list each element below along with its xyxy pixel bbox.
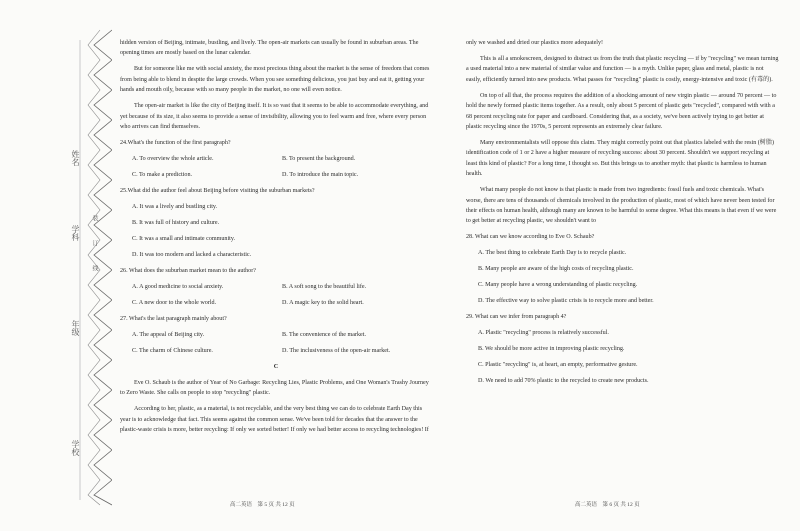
option: C. The charm of Chinese culture. [132, 348, 213, 355]
paragraph: What many people do not know is that plastic is made from two ingredients: fossil fuels and toxic chemicals. What's worse, there are tens of thousands of chemicals involved in the production of plastic, most of which have never been tested for their effects on human health, although many are known to be harmful to some degree. What this means is that even if we were to get better at recycling plastic, we shouldn't want to [466, 187, 777, 225]
binding-margin [0, 0, 112, 526]
question-28: 28. What can we know according to Eve O. Schaub? [466, 234, 595, 241]
school-label: 学校 [71, 440, 80, 456]
option: D. We need to add 70% plastic to the recycled to create new products. [478, 378, 649, 385]
option: D. The inclusiveness of the open-air market. [282, 348, 391, 355]
options-row [120, 346, 432, 356]
subject-label: 学科 [71, 225, 80, 241]
paragraph: On top of all that, the process requires the addition of a shocking amount of new virgin plastic — around 70 percent — to hold the newly formed plastic items together. As a result, only about 5 percent of plastic gets "recycled", compared with with a 68 percent recycling rate for paper and cardboard. Considering that, as a society, we've been actively trying to get better at plastic recycling since the 1970s, 5 percent represents an extremely clear failure. [466, 92, 777, 131]
right-column [466, 38, 780, 392]
option: B. It was full of history and culture. [132, 220, 220, 227]
left-column [120, 38, 432, 441]
option: A. The best thing to celebrate Earth Day is to recycle plastic. [478, 250, 627, 257]
grade-label: 年级 [71, 320, 80, 336]
option: B. Many people are aware of the high costs of recycling plastic. [478, 266, 634, 273]
option: A. It was a lively and bustling city. [132, 204, 218, 211]
seal-char-3: 线 [91, 265, 97, 271]
option: D. The effective way to solve plastic crisis is to recycle more and better. [478, 298, 654, 305]
option: C. To make a prediction. [132, 172, 193, 179]
question-26: 26. What does the suburban market mean to the author? [120, 268, 256, 275]
option: B. To present the background. [282, 156, 356, 163]
options-row [120, 282, 432, 292]
options-row [120, 330, 432, 340]
section-heading: C [273, 364, 279, 371]
option: A. The appeal of Beijing city. [132, 332, 205, 339]
question-27: 27. What's the last paragraph mainly about? [120, 316, 227, 323]
option: C. Many people have a wrong understanding of plastic recycling. [478, 282, 638, 289]
option: C. Plastic "recycling" is, at heart, an empty, performative gesture. [478, 362, 638, 369]
seal-char-2: 订 [91, 240, 97, 246]
seal-zigzag [0, 0, 112, 526]
option: B. We should be more active in improving plastic recycling. [478, 346, 625, 353]
paragraph: The open-air market is like the city of Beijing itself. It is so vast that it seems to be able to accommodate everything, and yet because of its size, it also seems to provide a sense of invisibility, allowing you to feel warm and free, where every person who arrives can find themselves. [120, 103, 429, 131]
options-row [120, 170, 432, 180]
paragraph: hidden version of Beijing, intimate, bustling, and lively. The open-air markets can usually be found in suburban areas. The opening times are mostly based on the lunar calendar. [120, 40, 419, 57]
option: B. The convenience of the market. [282, 332, 366, 339]
page-footer-right: 高二英语 第 6 页 共 12 页 [575, 502, 640, 508]
paragraph: But for someone like me with social anxiety, the most precious thing about the market is the sense of freedom that comes from being able to blend in despite the large crowds. When you see something delicious, you just buy and eat it, getting your hands and mouth oily, because with so many people in the market, no one will even notice. [120, 66, 430, 94]
name-label: 姓名 [71, 150, 80, 166]
option: D. A magic key to the solid heart. [282, 300, 364, 307]
paragraph: Eve O. Schaub is the author of Year of No Garbage: Recycling Lies, Plastic Problems, and One Woman's Trashy Journey to Zero Waste. She calls on people to stop "recycling" plastic. [120, 380, 429, 397]
paragraph: According to her, plastic, as a material, is not recyclable, and the very best thing we can do to celebrate Earth Day this year is to acknowledge that fact. This seems against the common sense. We've been told for decades that the answer to the plastic-waste crisis is more, better recycling: If only we sorted better! If only we had better access to recycling technologies! If [120, 406, 429, 434]
question-24: 24.What's the function of the first paragraph? [120, 140, 231, 147]
option: A. To overview the whole article. [132, 156, 214, 163]
paragraph: only we washed and dried our plastics more adequately! [466, 40, 604, 46]
options-row [120, 298, 432, 308]
question-25: 25.What did the author feel about Beijing before visiting the suburban markets? [120, 188, 315, 195]
seal-char-1: 装 [91, 215, 97, 221]
options-row [120, 154, 432, 164]
paragraph: This is all a smokescreen, designed to distract us from the truth that plastic recycling — if by "recycling" we mean turning a used material into a new material of similar value and function — is a myth. Unlike paper, glass and metal, plastic is not easily, efficiently turned into new products. What passes for "recycling" plastic is costly, energy-intensive and toxic (有毒的). [466, 56, 779, 83]
page-footer-left: 高二英语 第 5 页 共 12 页 [230, 502, 295, 508]
option: B. A soft song to the beautiful life. [282, 284, 367, 291]
option: A. Plastic "recycling" process is relatively successful. [478, 330, 609, 337]
option: C. It was a small and intimate community. [132, 236, 236, 243]
question-29: 29. What can we infer from paragraph 4? [466, 314, 567, 321]
paragraph: Many environmentalists will oppose this claim. They might correctly point out that plastics labeled with the resin (树脂) identification code of 1 or 2 have a higher measure of recycling success: about 30 percent. Shouldn't we support recycling at least this kind of plastic? For a long time, I thought so. But this brings us to another myth: that plastic is harmless to human health. [466, 140, 775, 178]
option: D. It was too modern and lacked a characteristic. [132, 252, 252, 259]
option: D. To introduce the main topic. [282, 172, 359, 179]
option: A. A good medicine to social anxiety. [132, 284, 224, 291]
option: C. A new door to the whole world. [132, 300, 217, 307]
